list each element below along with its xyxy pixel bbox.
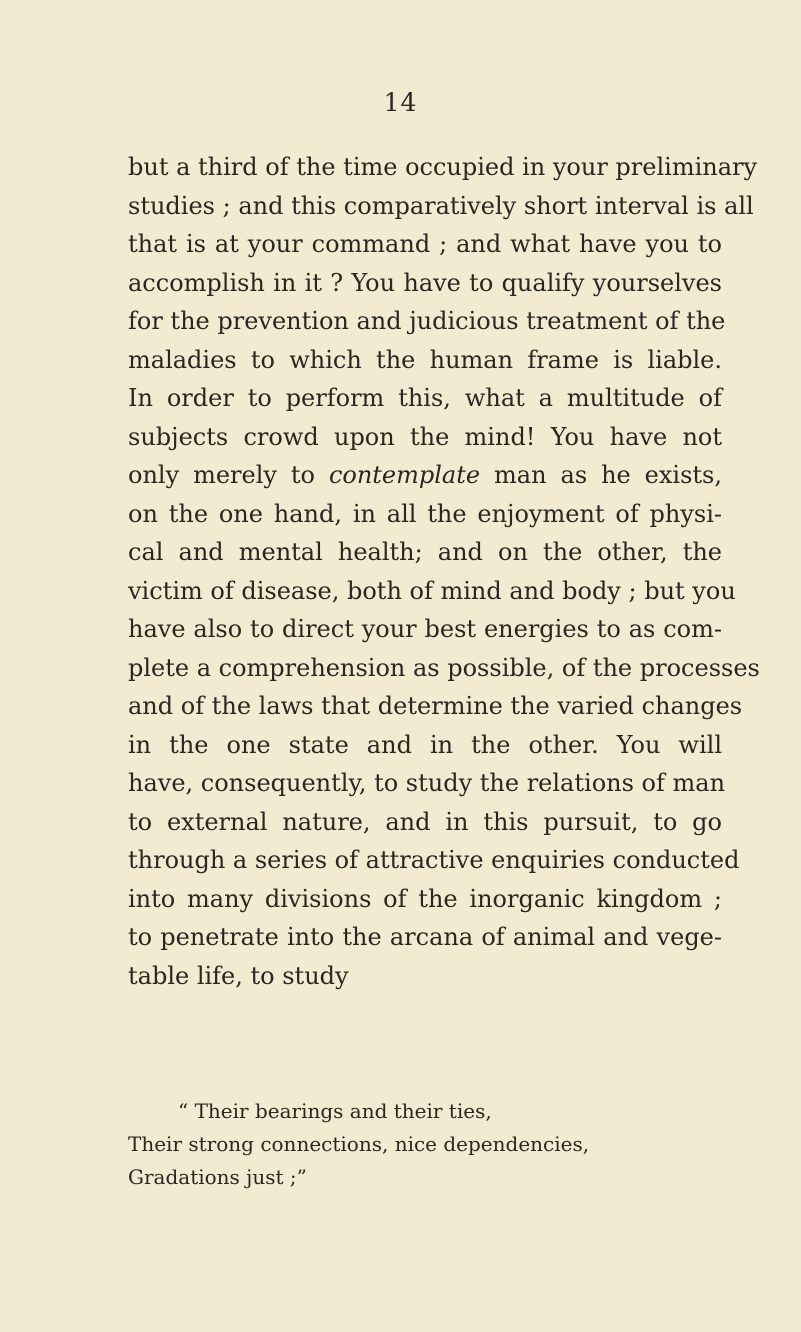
text-line: on the one hand, in all the enjoyment of physi-	[128, 499, 722, 528]
text-line: in the one state and in the other. You will	[128, 730, 722, 759]
block-quotation	[128, 1095, 688, 1194]
emphasized-word: contemplate	[328, 461, 481, 489]
text-line	[128, 456, 722, 495]
text-line: studies ; and this comparatively short interval is all	[128, 191, 754, 220]
text-line: In order to perform this, what a multitude of	[128, 384, 722, 412]
text-line: but a third of the time occupied in your preliminary	[128, 153, 758, 181]
text-line: victim of disease, both of mind and body ; but you	[128, 576, 736, 605]
text-line: subjects crowd upon the mind! You have not	[128, 422, 722, 451]
quote-line: Gradations just ;”	[128, 1165, 307, 1189]
text-line: and of the laws that determine the varied changes	[128, 692, 743, 720]
quote-line: Their strong connections, nice dependencies,	[128, 1132, 590, 1156]
text-line: table life, to study	[128, 961, 349, 990]
text-fragment: only merely to	[128, 461, 315, 489]
text-line: plete a comprehension as possible, of the processes	[128, 653, 760, 682]
text-line: through a series of attractive enquiries conducted	[128, 846, 740, 874]
text-line: accomplish in it ? You have to qualify yourselves	[128, 268, 722, 297]
page-number: 14	[383, 88, 418, 117]
body-paragraph	[128, 148, 760, 995]
text-line: into many divisions of the inorganic kingdom ;	[128, 884, 722, 913]
text-line: have, consequently, to study the relations of man	[128, 769, 726, 797]
text-line: have also to direct your best energies to as com-	[128, 615, 722, 643]
text-line: that is at your command ; and what have you to	[128, 230, 722, 258]
text-fragment: man as he exists,	[494, 461, 722, 489]
text-line: cal and mental health; and on the other, the	[128, 538, 722, 566]
text-line: for the prevention and judicious treatment of the	[128, 307, 726, 335]
text-line: maladies to which the human frame is liable.	[128, 345, 722, 374]
text-line: to external nature, and in this pursuit, to go	[128, 807, 722, 836]
quote-line: “ Their bearings and their ties,	[178, 1099, 492, 1123]
text-line: to penetrate into the arcana of animal and vege-	[128, 923, 722, 951]
